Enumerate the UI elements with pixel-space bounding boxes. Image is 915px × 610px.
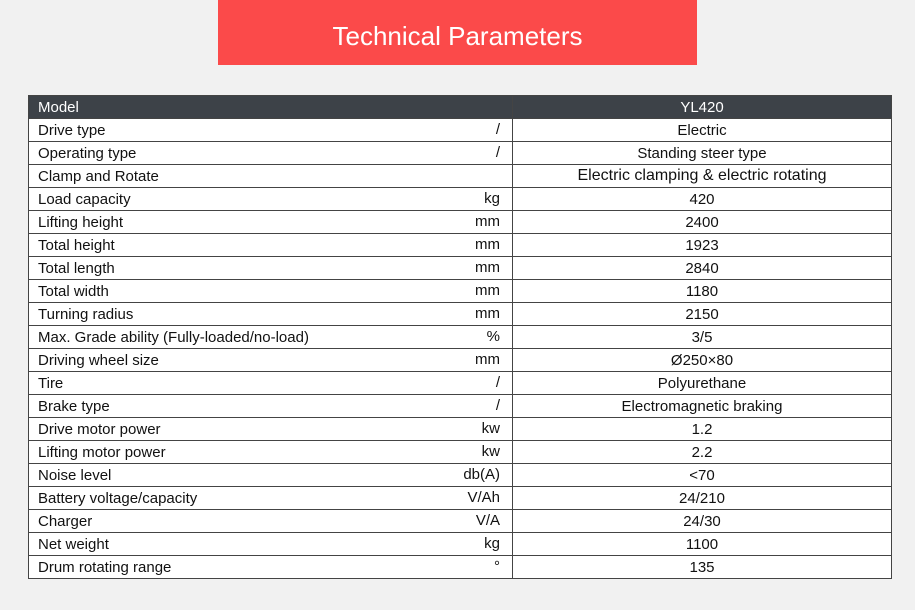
- parameter-unit: mm: [475, 305, 500, 322]
- parameter-cell: [29, 464, 513, 487]
- parameter-cell: [29, 556, 513, 579]
- parameter-unit: V/Ah: [467, 489, 500, 506]
- parameter-unit: mm: [475, 351, 500, 368]
- parameter-value: Electric: [677, 121, 727, 139]
- parameter-cell: [29, 487, 513, 510]
- parameter-unit: db(A): [463, 466, 500, 483]
- value-cell: [513, 211, 892, 234]
- parameter-cell: [29, 119, 513, 142]
- parameter-cell: [29, 188, 513, 211]
- parameter-cell: [29, 257, 513, 280]
- header-label: Model: [38, 99, 79, 116]
- parameter-unit: /: [495, 144, 500, 161]
- table-row: [29, 556, 892, 579]
- parameter-name: Drive motor power: [38, 421, 161, 438]
- value-cell: [513, 119, 892, 142]
- parameter-name: Drive type: [38, 122, 106, 139]
- table-row: [29, 533, 892, 556]
- parameter-cell: [29, 395, 513, 418]
- table-row: [29, 142, 892, 165]
- parameter-value: Ø250×80: [670, 351, 734, 369]
- parameter-cell: [29, 441, 513, 464]
- table-row: [29, 326, 892, 349]
- parameter-name: Charger: [38, 513, 93, 530]
- table-row: [29, 257, 892, 280]
- parameter-cell: [29, 280, 513, 303]
- parameter-name: Lifting motor power: [38, 444, 166, 461]
- parameter-name: Total height: [38, 237, 115, 254]
- parameter-value: 1100: [685, 535, 719, 553]
- parameter-unit: %: [486, 328, 500, 345]
- parameter-cell: [29, 234, 513, 257]
- parameter-value: <70: [689, 466, 715, 484]
- header-value-cell: [513, 96, 892, 119]
- table-row: [29, 211, 892, 234]
- table-row: [29, 510, 892, 533]
- page-title-text: Technical Parameters: [332, 21, 583, 51]
- table-row: [29, 441, 892, 464]
- parameter-unit: kw: [481, 420, 500, 437]
- value-cell: [513, 395, 892, 418]
- table-row: [29, 349, 892, 372]
- parameter-value: Electric clamping & electric rotating: [577, 167, 827, 184]
- table-row: [29, 418, 892, 441]
- parameter-name: Tire: [38, 375, 64, 392]
- value-cell: [513, 165, 892, 188]
- value-cell: [513, 372, 892, 395]
- value-cell: [513, 280, 892, 303]
- parameter-unit: kw: [481, 443, 500, 460]
- value-cell: [513, 188, 892, 211]
- parameter-cell: [29, 142, 513, 165]
- parameter-value: 1.2: [691, 420, 713, 438]
- parameter-name: Total width: [38, 283, 109, 300]
- parameter-name: Noise level: [38, 467, 112, 484]
- value-cell: [513, 257, 892, 280]
- parameter-unit: °: [494, 558, 500, 575]
- parameter-unit: /: [495, 397, 500, 414]
- parameter-unit: V/A: [475, 512, 500, 529]
- parameter-cell: [29, 533, 513, 556]
- parameter-cell: [29, 372, 513, 395]
- technical-parameters-table: [28, 95, 892, 579]
- parameter-name: Turning radius: [38, 306, 134, 323]
- parameter-name: Clamp and Rotate: [38, 168, 159, 185]
- parameter-cell: [29, 165, 513, 188]
- parameter-value: 24/30: [683, 512, 721, 530]
- parameter-name: Brake type: [38, 398, 110, 415]
- parameter-value: Polyurethane: [657, 374, 747, 392]
- parameter-cell: [29, 303, 513, 326]
- parameter-unit: /: [495, 374, 500, 391]
- value-cell: [513, 510, 892, 533]
- parameter-value: 2150: [685, 305, 719, 323]
- parameter-unit: kg: [484, 190, 500, 207]
- parameter-name: Total length: [38, 260, 115, 277]
- value-cell: [513, 234, 892, 257]
- table-row: [29, 372, 892, 395]
- value-cell: [513, 464, 892, 487]
- parameter-value: 2400: [685, 213, 719, 231]
- value-cell: [513, 326, 892, 349]
- header-model-value: YL420: [680, 98, 724, 116]
- parameter-value: 1923: [685, 236, 719, 254]
- header-label-cell: [29, 96, 513, 119]
- parameter-value: 24/210: [679, 489, 725, 507]
- table-row: [29, 119, 892, 142]
- parameter-cell: [29, 418, 513, 441]
- value-cell: [513, 349, 892, 372]
- parameter-value: Electromagnetic braking: [621, 397, 783, 415]
- parameter-unit: kg: [484, 535, 500, 552]
- parameter-cell: [29, 349, 513, 372]
- table-row: [29, 188, 892, 211]
- parameter-name: Driving wheel size: [38, 352, 159, 369]
- parameter-cell: [29, 211, 513, 234]
- value-cell: [513, 441, 892, 464]
- parameter-unit: mm: [475, 236, 500, 253]
- value-cell: [513, 556, 892, 579]
- table-row: [29, 464, 892, 487]
- value-cell: [513, 533, 892, 556]
- parameter-unit: mm: [475, 259, 500, 276]
- page-title: [218, 0, 697, 65]
- parameter-unit: mm: [475, 282, 500, 299]
- parameter-value: 3/5: [691, 328, 713, 346]
- parameter-cell: [29, 326, 513, 349]
- value-cell: [513, 142, 892, 165]
- table-row: [29, 395, 892, 418]
- value-cell: [513, 418, 892, 441]
- table-row: [29, 280, 892, 303]
- parameter-name: Operating type: [38, 145, 137, 162]
- parameter-name: Max. Grade ability (Fully-loaded/no-load): [38, 329, 309, 346]
- parameter-name: Net weight: [38, 536, 109, 553]
- value-cell: [513, 487, 892, 510]
- parameter-value: 420: [689, 190, 715, 208]
- parameter-value: 1180: [685, 282, 719, 300]
- parameter-name: Load capacity: [38, 191, 131, 208]
- parameter-value: 135: [689, 558, 715, 576]
- parameter-cell: [29, 510, 513, 533]
- parameter-name: Lifting height: [38, 214, 124, 231]
- parameter-name: Drum rotating range: [38, 559, 172, 576]
- table-row: [29, 234, 892, 257]
- parameter-unit: mm: [475, 213, 500, 230]
- parameter-unit: /: [495, 121, 500, 138]
- parameter-name: Battery voltage/capacity: [38, 490, 198, 507]
- table-row: [29, 487, 892, 510]
- table-row: [29, 165, 892, 188]
- parameter-value: 2840: [685, 259, 719, 277]
- table-header-row: [29, 96, 892, 119]
- parameter-value: Standing steer type: [637, 144, 767, 162]
- parameter-value: 2.2: [691, 443, 713, 461]
- value-cell: [513, 303, 892, 326]
- table-row: [29, 303, 892, 326]
